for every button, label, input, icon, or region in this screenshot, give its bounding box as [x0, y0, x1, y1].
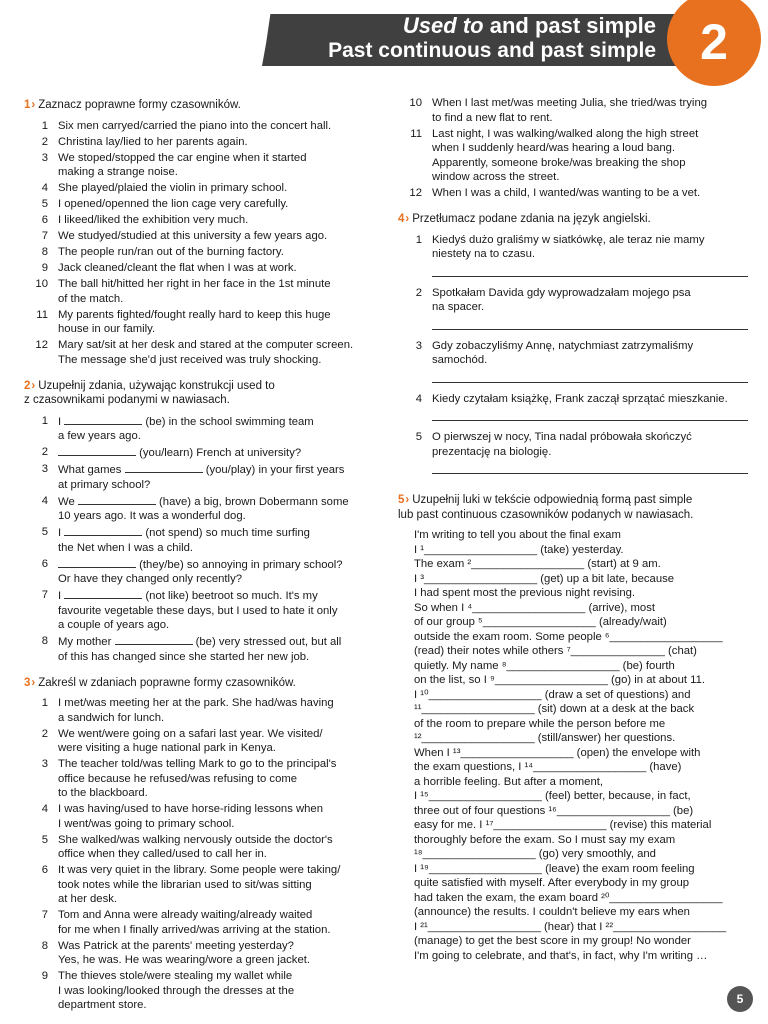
item-text-line: We went/were going on a safari last year. We visited/	[58, 727, 323, 740]
exercise-item	[24, 462, 374, 492]
item-text-line: The message she'd just received was truly shocking.	[58, 353, 322, 366]
exercise-item	[24, 557, 374, 587]
item-pre-text: I	[58, 415, 65, 428]
item-text-line: house in our family.	[58, 323, 156, 335]
item-text-line: She played/plaied the violin in primary school.	[58, 182, 288, 194]
item-text-line: for me when I finally arrived/was arriving at the station.	[58, 923, 331, 936]
exercise-item	[24, 833, 374, 862]
item-number: 1	[41, 119, 48, 132]
exercise-item	[24, 969, 374, 1013]
item-text-line	[58, 525, 374, 541]
item-text-line: Gdy zobaczyliśmy Annę, natychmiast zatrzymaliśmy	[432, 339, 694, 352]
item-number: 3	[41, 758, 48, 770]
item-text-line: prezentację na biologię.	[432, 445, 552, 458]
item-post-text: (have) a big, brown Dobermann some	[155, 495, 349, 508]
item-pre-text: My mother	[58, 636, 115, 648]
item-text-line: We stoped/stopped the car engine when it started	[58, 151, 307, 164]
story-line: I ¹⁹__________________ (leave) the exam room feeling	[414, 862, 695, 875]
item-text-line: The teacher told/was telling Mark to go to the principal's	[58, 758, 337, 770]
item-text-line: My parents fighted/fought really hard to keep this huge	[58, 308, 331, 321]
exercise-item	[24, 197, 374, 212]
item-number: 5	[415, 431, 422, 443]
answer-line[interactable]	[432, 463, 748, 474]
exercise-item	[24, 588, 374, 633]
item-text-line: Last night, I was walking/walked along the high street	[432, 127, 699, 140]
exercise-5-text	[398, 528, 748, 963]
item-number: 1	[41, 414, 48, 427]
story-line: ¹²__________________ (still/answer) her questions.	[414, 732, 676, 744]
answer-gap[interactable]	[64, 588, 142, 599]
item-text-line: She walked/was walking nervously outside the doctor's	[58, 833, 333, 846]
answer-gap[interactable]	[64, 414, 142, 425]
item-number: 12	[35, 339, 48, 351]
item-number: 1	[415, 233, 422, 246]
item-text-line: office because he refused/was refusing to come	[58, 772, 298, 785]
story-line: I had spent most the previous night revising.	[414, 587, 636, 599]
item-text-line: I likeed/liked the exhibition very much.	[58, 214, 249, 226]
story-line: So when I ⁴__________________ (arrive), most	[414, 601, 655, 614]
story-line: of the room to prepare while the person before me	[414, 717, 666, 730]
item-text-line: the Net when I was a child.	[58, 541, 194, 554]
item-text-line: Jack cleaned/cleant the flat when I was at work.	[58, 262, 297, 274]
exercise-item	[398, 96, 748, 125]
exercise-item	[24, 135, 374, 150]
story-line: I'm going to celebrate, and that's, in fact, why I'm writing …	[414, 949, 708, 962]
item-number: 9	[41, 262, 48, 274]
story-line: I'm writing to tell you about the final exam	[414, 529, 621, 541]
item-post-text: (you/play) in your first years	[202, 464, 345, 476]
item-text-line	[58, 494, 374, 510]
item-text-line: The people run/ran out of the burning factory.	[58, 246, 284, 258]
answer-gap[interactable]	[58, 445, 136, 456]
page-title-line2: Past continuous and past simple	[328, 39, 656, 62]
exercise-item	[398, 233, 748, 262]
exercise-3-heading: 3 › Zakreśl w zdaniach poprawne formy czasowników.	[24, 676, 374, 691]
item-pre-text: What games	[58, 464, 125, 476]
exercise-item	[398, 339, 748, 368]
exercise-item	[24, 696, 374, 725]
item-number: 8	[41, 246, 48, 258]
exercise-item	[398, 127, 748, 185]
item-number: 5	[41, 198, 48, 210]
item-text-line	[58, 462, 374, 478]
story-line: quietly. My name ⁸__________________ (be) fourth	[414, 659, 675, 672]
story-line: (read) their notes while others ⁷_______________ (chat)	[414, 645, 697, 657]
page-number: 5	[727, 986, 753, 1012]
item-text-line: Kiedy czytałam książkę, Frank zaczął sprzątać mieszkanie.	[432, 392, 728, 405]
story-line: on the list, so I ⁹__________________ (go) in at about 11.	[414, 674, 706, 686]
story-line: three out of four questions ¹⁶__________________ (be)	[414, 804, 694, 817]
exercise-item	[24, 338, 374, 367]
exercise-item	[398, 392, 748, 407]
exercise-item	[24, 151, 374, 180]
story-line: had taken the exam, the exam board ²⁰__________________	[414, 891, 723, 904]
item-text-line: to find a new flat to rent.	[432, 111, 553, 124]
story-line: of our group ⁵__________________ (already/wait)	[414, 616, 667, 628]
item-number: 3	[41, 463, 48, 475]
story-line: I ¹⁰__________________ (draw a set of questions) and	[414, 688, 691, 701]
item-text-line: window across the street.	[432, 171, 560, 183]
left-column	[24, 96, 374, 1014]
item-text-line: When I last met/was meeting Julia, she tried/was trying	[432, 97, 708, 109]
item-number: 10	[35, 278, 48, 290]
story-line: I ³__________________ (get) up a bit late, because	[414, 572, 675, 585]
item-text-line: office when they called/used to call her in.	[58, 848, 267, 860]
item-text-line: na spacer.	[432, 301, 485, 313]
exercise-item	[24, 494, 374, 524]
item-number: 7	[41, 589, 48, 601]
item-text-line: I went/was going to primary school.	[58, 817, 235, 830]
item-number: 1	[41, 697, 48, 709]
exercise-item	[24, 119, 374, 134]
item-text-line: took notes while the librarian used to sit/was sitting	[58, 878, 312, 891]
item-number: 3	[41, 151, 48, 164]
item-text-line: Christina lay/lied to her parents again.	[58, 135, 248, 148]
item-number: 2	[415, 286, 422, 299]
item-number: 4	[41, 182, 48, 194]
item-text-line: department store.	[58, 999, 147, 1011]
item-text-line: when I suddenly heard/was hearing a loud bang.	[432, 142, 676, 154]
item-number: 2	[41, 135, 48, 148]
answer-line[interactable]	[432, 319, 748, 330]
story-line: I ¹__________________ (take) yesterday.	[414, 543, 624, 556]
exercise-4-list	[398, 233, 748, 475]
exercise-3-list	[24, 696, 374, 1013]
item-text-line: Mary sat/sit at her desk and stared at the computer screen.	[58, 339, 354, 351]
item-number: 6	[41, 557, 48, 570]
item-text-line: samochód.	[432, 354, 488, 366]
item-text-line: I was looking/looked through the dresses at the	[58, 984, 295, 997]
item-number: 2	[41, 727, 48, 740]
exercise-1-list	[24, 119, 374, 368]
item-post-text: (they/be) so annoying in primary school?	[136, 558, 343, 571]
item-number: 8	[41, 939, 48, 952]
story-line: quite satisfied with myself. After everybody in my group	[414, 877, 690, 889]
exercise-item	[24, 277, 374, 306]
exercise-item	[24, 939, 374, 968]
exercise-item	[24, 863, 374, 907]
exercise-item	[398, 186, 748, 201]
item-number: 2	[41, 446, 48, 458]
item-number: 6	[41, 864, 48, 876]
item-text-line: I was having/used to have horse-riding lessons when	[58, 803, 324, 815]
item-text-line: at primary school?	[58, 478, 151, 491]
item-text-line: The ball hit/hitted her right in her face in the 1st minute	[58, 278, 331, 290]
exercise-item	[24, 802, 374, 831]
unit-number-badge: 2	[667, 0, 761, 86]
exercise-item	[24, 757, 374, 801]
exercise-item	[24, 634, 374, 664]
item-text-line: a few years ago.	[58, 430, 141, 442]
exercise-item	[24, 445, 374, 461]
exercise-item	[24, 229, 374, 244]
answer-gap[interactable]	[115, 634, 193, 645]
exercise-item	[24, 414, 374, 444]
item-text-line	[58, 445, 374, 461]
story-line: ¹⁸__________________ (go) very smoothly, and	[414, 848, 656, 860]
story-line: outside the exam room. Some people ⁶__________________	[414, 630, 723, 643]
exercise-item	[24, 525, 374, 555]
item-text-line: to the blackboard.	[58, 787, 148, 799]
exercise-2-list	[24, 414, 374, 665]
item-text-line: O pierwszej w nocy, Tina nadal próbowała skończyć	[432, 431, 692, 443]
item-number: 5	[41, 526, 48, 538]
exercise-item	[24, 245, 374, 260]
exercise-2-heading: 2 › Uzupełnij zdania, używając konstrukcji used to z czasownikami podanymi w nawiasach.	[24, 379, 374, 408]
item-text-line	[58, 634, 374, 650]
item-text-line: It was very quiet in the library. Some people were taking/	[58, 864, 341, 876]
item-post-text: (be) very stressed out, but all	[192, 636, 342, 648]
item-text-line: The thieves stole/were stealing my wallet while	[58, 970, 293, 982]
item-number: 5	[41, 833, 48, 846]
item-number: 3	[415, 339, 422, 352]
exercise-4-heading: 4 › Przetłumacz podane zdania na język angielski.	[398, 212, 748, 227]
answer-gap[interactable]	[58, 557, 136, 568]
exercise-item	[24, 213, 374, 228]
item-number: 4	[415, 392, 422, 405]
item-text-line: Kiedyś dużo graliśmy w siatkówkę, ale teraz nie mamy	[432, 233, 705, 246]
item-text-line: 10 years ago. It was a wonderful dog.	[58, 510, 246, 522]
story-line: I ²¹__________________ (hear) that I ²²__________________	[414, 920, 727, 933]
answer-line[interactable]	[432, 410, 748, 421]
item-number: 6	[41, 214, 48, 226]
item-text-line: Tom and Anna were already waiting/already waited	[58, 909, 313, 921]
item-text-line: were visiting a huge national park in Kenya.	[58, 742, 276, 754]
item-number: 7	[41, 230, 48, 242]
exercise-item	[398, 430, 748, 459]
answer-gap[interactable]	[78, 494, 156, 505]
page-title-line1: Used to and past simple	[402, 13, 656, 38]
item-text-line: a sandwich for lunch.	[58, 711, 165, 724]
item-text-line: Apparently, someone broke/was breaking the shop	[432, 156, 686, 169]
story-line: easy for me. I ¹⁷__________________ (revise) this material	[414, 819, 712, 831]
story-line: (announce) the results. I couldn't believe my ears when	[414, 906, 690, 918]
item-post-text: (you/learn) French at university?	[136, 447, 302, 459]
answer-line[interactable]	[432, 372, 748, 383]
item-text-line: We studyed/studied at this university a few years ago.	[58, 230, 328, 242]
item-pre-text: We	[58, 495, 78, 508]
item-text-line: favourite vegetable these days, but I used to hate it only	[58, 604, 338, 617]
exercise-item	[24, 181, 374, 196]
item-number: 9	[41, 970, 48, 982]
item-text-line: Was Patrick at the parents' meeting yesterday?	[58, 939, 294, 952]
item-text-line	[58, 588, 374, 604]
exercise-5-heading: 5 › Uzupełnij luki w tekście odpowiednią formą past simple lub past continuous czasowników podanych w nawiasach.	[398, 493, 748, 522]
exercise-item	[24, 908, 374, 937]
item-text-line: at her desk.	[58, 893, 118, 905]
item-number: 11	[36, 308, 48, 321]
exercise-item	[24, 727, 374, 756]
story-line: a horrible feeling. But after a moment,	[414, 775, 604, 788]
exercise-1-heading: 1 › Zaznacz poprawne formy czasowników.	[24, 98, 374, 113]
item-text-line: of the match.	[58, 292, 124, 305]
exercise-item	[398, 286, 748, 315]
item-post-text: (not spend) so much time surfing	[142, 527, 310, 539]
item-text-line: Or have they changed only recently?	[58, 573, 242, 585]
item-number: 12	[409, 187, 422, 199]
item-pre-text: I	[58, 590, 65, 602]
item-number: 4	[41, 803, 48, 815]
item-text-line	[58, 557, 374, 573]
exercise-item	[24, 308, 374, 337]
item-text-line: a couple of years ago.	[58, 619, 170, 631]
item-text-line: I met/was meeting her at the park. She had/was having	[58, 697, 334, 709]
item-number: 7	[41, 909, 48, 921]
answer-gap[interactable]	[64, 525, 142, 536]
story-line: I ¹⁵__________________ (feel) better, because, in fact,	[414, 790, 691, 802]
item-number: 8	[41, 635, 48, 647]
item-number: 4	[41, 494, 48, 507]
item-text-line: making a strange noise.	[58, 166, 178, 178]
story-line: The exam ²__________________ (start) at 9 am.	[414, 558, 661, 570]
item-text-line: Spotkałam Davida gdy wyprowadzałam mojego psa	[432, 286, 691, 299]
item-text-line: niestety na to czasu.	[432, 248, 535, 260]
answer-gap[interactable]	[125, 462, 203, 473]
item-pre-text: I	[58, 527, 65, 539]
exercise-item	[24, 261, 374, 276]
item-text-line: Yes, he was. He was wearing/wore a green jacket.	[58, 954, 311, 966]
item-text-line: of this has changed since she started her new job.	[58, 650, 310, 663]
story-line: (manage) to get the best score in my group! No wonder	[414, 935, 691, 947]
item-text-line: Six men carryed/carried the piano into the concert hall.	[58, 119, 332, 132]
item-post-text: (be) in the school swimming team	[142, 415, 314, 428]
right-column	[398, 96, 748, 963]
item-number: 10	[409, 97, 422, 109]
exercise-3-list-continued	[398, 96, 748, 201]
story-line: ¹¹__________________ (sit) down at a desk at the back	[414, 703, 695, 715]
item-post-text: (not like) beetroot so much. It's my	[142, 590, 318, 602]
item-text-line	[58, 414, 374, 430]
story-line: thoroughly before the exam. So I must say my exam	[414, 833, 676, 846]
item-number: 11	[410, 127, 422, 140]
item-text-line: I opened/openned the lion cage very carefully.	[58, 198, 289, 210]
item-text-line: When I was a child, I wanted/was wanting to be a vet.	[432, 187, 701, 199]
story-line: When I ¹³__________________ (open) the envelope with	[414, 746, 701, 759]
answer-line[interactable]	[432, 266, 748, 277]
story-line: the exam questions, I ¹⁴__________________ (have)	[414, 761, 682, 773]
